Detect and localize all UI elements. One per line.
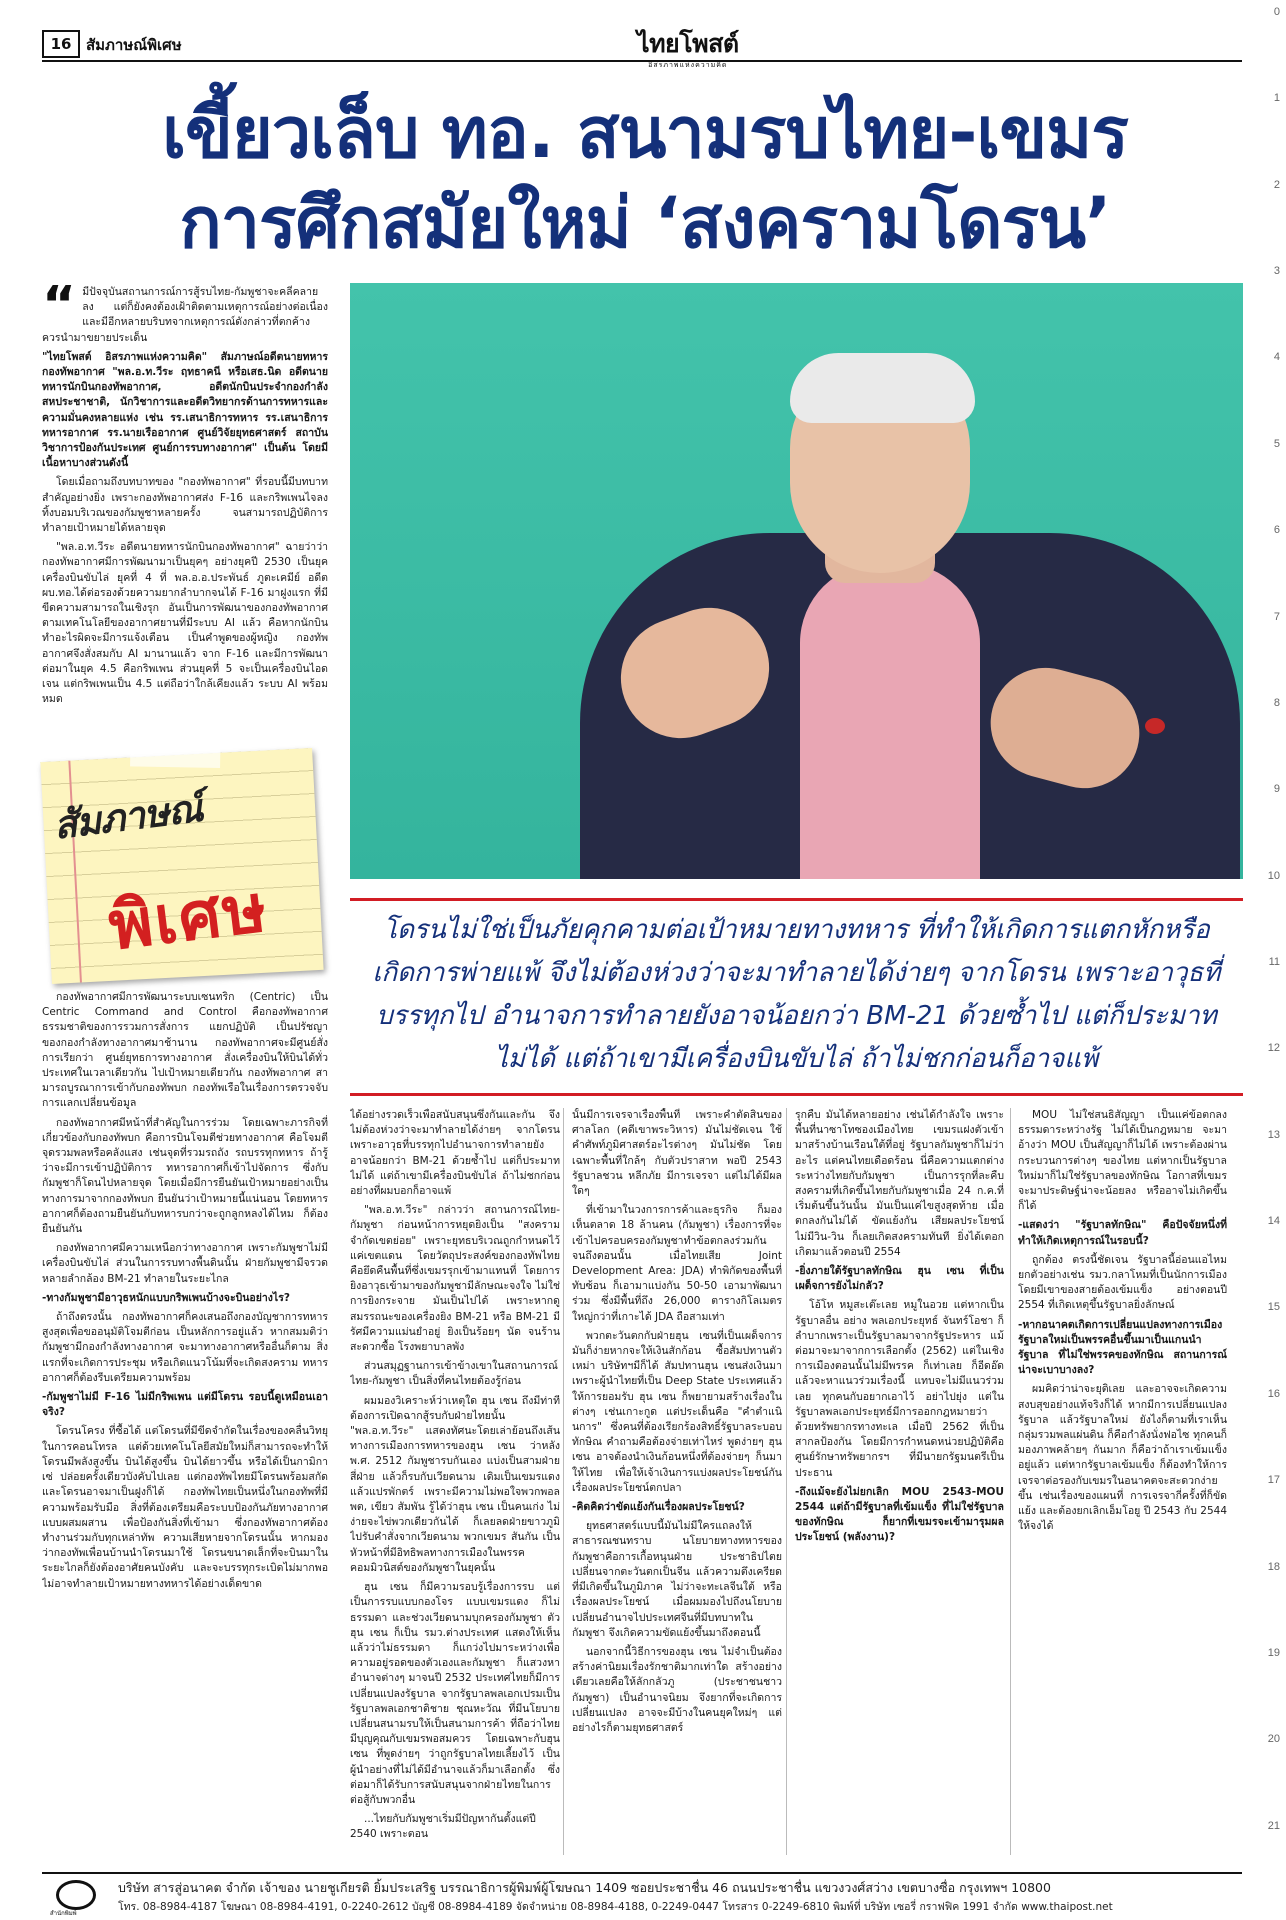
side-page-number: 8: [1273, 697, 1280, 709]
question-paragraph: -คิดคิดว่าขัดแย้งกันเรื่องผลประโยชน์?: [572, 1501, 745, 1514]
question-paragraph: -ทางกัมพูชามีอาวุธหนักแบบกริพเพนบ้างจะบินอย่างไร?: [42, 1291, 290, 1304]
side-page-number: 21: [1267, 1820, 1280, 1832]
side-page-number: 9: [1273, 783, 1280, 795]
headline-line-1: เขี้ยวเล็บ ทอ. สนามรบไทย-เขมร: [162, 92, 1128, 174]
note-tape: [130, 744, 220, 768]
pull-quote-text: โดรนไม่ใช่เป็นภัยคุกคามต่อเป้าหมายทางทหาร ที่ทำให้เกิดการแตกหักหรือเกิดการพ่ายแพ้ จึงไม่ต้องห่วงว่าจะมาทำลายได้ง่ายๆ จากโดรน เพราะอาวุธที่บรรทุกไป อำนาจการทำลายยังอาจน้อยกว่า BM-21 ด้วยซ้ำไป แต่ก็ประมาทไม่ได้ แต่ถ้าเขามีเครื่องบินขับไล่ ถ้าไม่ชกก่อนก็อาจแพ้: [372, 915, 1221, 1074]
quote-mark: “: [42, 285, 77, 335]
page-header: [42, 29, 1242, 69]
side-page-number: 7: [1273, 611, 1280, 623]
article-paragraph: พวกตะวันตกกับฝ่ายฮุน เซนที่เป็นเผด็จการ มันก็ง่ายหากจะให้เงินสักก้อน ซื้อสัมปทานตัวเหม่า บริษัทฯมีก็ได้ สัมปทานฮุน เซนส่งเงินมา เพราะผู้นำไทยที่เป็น Deep State ประเทศแล้วให้การยอมรับ ฮุน เซน ก็พยายามสร้างเรื่องในต่างๆ เช่นเกาะกูด แต่ประเด็นคือ "คำตำแนินการ" ซึ่งคนที่ต้องเรียกร้องสิทธิ์รัฐบาลระบอบทักษิณ คำถามคือต้องจ่ายเท่าไหร่ พูดง่ายๆ ฮุน เซน อาจต้องนำเงินก้อนหนึ่งที่ต้องจ่ายๆ ก็นมาให้ไทย เพื่อให้เจ้าเงินการแบ่งผลประโยชน์กันเรื่องผลประโยชน์ตกปลา: [572, 1329, 782, 1494]
publisher-logo-icon: [56, 1880, 96, 1910]
article-paragraph: ส่วนสมุฏฐานการเข้าข้างเขาในสถานการณ์ไทย-กัมพูชา เป็นสิ่งที่คนไทยต้องรู้ก่อน: [350, 1360, 558, 1388]
article-paragraph: นอกจากนี้วิธีการของฮุน เซน ไม่จำเป็นต้องสร้างค่านิยมเรื่องรักชาติมากเท่าใด สร้างอย่างเดียวเลยคือให้ลักกลัวภู (ประชาชนชาวกัมพูชา) เป็นอำนาจนิยม จึงยากที่จะเกิดการเปลี่ยนแปลง อาจจะมีบ้างในคนยุคใหม่ๆ แต่อย่างไรก็ตามยุทธศาสตร์: [572, 1645, 782, 1734]
side-page-number: 12: [1267, 1042, 1280, 1054]
photo-shirt: [800, 563, 980, 879]
interviewee-photo: [350, 283, 1243, 879]
pull-quote: [350, 898, 1243, 1096]
publisher-logo-label: สำนักพิมพ์: [50, 1910, 77, 1917]
question-paragraph: -ถึงแม้จะยังไม่ยกเลิก MOU 2543-MOU 2544 แต่ถ้ามีรัฐบาลที่เข้มแข็ง ที่ไม่ใช่รัฐบาลของทักษิณ ก็ยากที่เขมรจะเข้ามารุมผลประโยชน์ (พลังงาน)?: [795, 1485, 1004, 1544]
article-paragraph: โอ้โห หมูสะเต๊ะเลย หมูในอวย แต่หากเป็นรัฐบาลอื่น อย่าง พลเอกประยุทธ์ จันทร์โอชา ก็ลำบากเพราะเป็นรัฐบาลมาจากรัฐประหาร แม้ต่อมาจะมาจากการเลือกตั้ง (2562) แต่ในเชิงการเมืองตอนนั้นไม่มีพรรค ก็เท่าเลย ก็อีดอ๊ด แล้วจะหาแนวร่วมเรื่องนี้ แทบจะไม่มีแนวร่วมเลย ทุกคนกับอยากเอาไว้ อย่าไปยุ่ง แต่ในรัฐบาลพลเอกประยุทธ์มีการออกกฎหมายว่าด้วยทรัพยากรทางทะเล เมื่อปี 2562 ที่เป็นสากลป้องกัน โดยมีการกำหนดหน่วยปฏิบัติคือศูนย์รักษาทรัพยากรฯ ที่มีนายกรัฐมนตรีเป็นประธาน: [795, 1299, 1004, 1479]
intro-paragraph: "ไทยโพสต์ อิสรภาพแห่งความคิด" สัมภาษณ์อดีตนายทหารกองทัพอากาศ "พล.อ.ท.วีระ ฤทธาคนี หรือเสธ.นิด อดีตนายทหารนักบินกองทัพอากาศ, อดีตนักบินประจำกองกำลังสหประชาชาติ, นักวิชาการและอดีตวิทยากรด้านการทหารและความมั่นคงหลายแห่ง เช่น รร.เสนาธิการทหาร รร.เสนาธิการทหารอากาศ รร.นายเรืออากาศ ศูนย์วิจัยยุทธศาสตร์ สถาบันวิชาการป้องกันประเทศ ศูนย์การรบทางอากาศ" เป็นต้น โดยมีเนื้อหาบางส่วนดังนี้: [42, 350, 328, 470]
side-page-number: 5: [1273, 438, 1280, 450]
question-paragraph: -ยิ่งภายใต้รัฐบาลทักษิณ ฮุน เซน ที่เป็นเผด็จการยังไม่กลัว?: [795, 1265, 1004, 1293]
side-page-number: 6: [1273, 524, 1280, 536]
side-page-number: 2: [1273, 179, 1280, 191]
interview-sticky-note: [40, 748, 323, 984]
article-paragraph: นั้นมีการเจรจาเรื่องพื้นที่ เพราะคำตัดสินของศาลโลก (คดีเขาพระวิหาร) มันไม่ชัดเจน ใช้คำศัพท์ภูมิศาสตร์อะไรต่างๆ มันไม่ชัด โดยเฉพาะพื้นที่ใกล้ๆ กับตัวปราสาท พอปี 2543 รัฐบาลชวน หลีกภัย มีการเจรจา แต่ไม่ได้มีผลใดๆ: [572, 1109, 782, 1198]
article-paragraph: "พล.อ.ท.วีระ" กล่าวว่า สถานการณ์ไทย-กัมพูชา ก่อนหน้าการหยุดยิงเป็น "สงครามจำกัดเขตย่อย" เพราะยุทธบริเวณถูกกำหนดไว้แค่เขตแดน โดยวัตถุประสงค์ของกองทัพไทยคือยึดคืนพื้นที่ซึ่งเขมรรุกเข้ามาแทนที่ โดยการยิงอาวุธเข้ามาของกัมพูชามีลักษณะจงใจ ไม่ใช่การยิงกระจาย มันเป็นไปได้ เพราะหากดูสมรรถนะของเครื่องยิง BM-21 หรือ BM-21 มีรัศมีความแม่นยำอยู่ ยิงเป็นร้อยๆ นัด จนร้านสะดวกซื้อ โรงพยาบาลพัง: [350, 1204, 560, 1354]
article-paragraph: ...ไทยกับกัมพูชาเริ่มมีปัญหากันตั้งแต่ปี 2540 เพราะตอน: [350, 1813, 536, 1841]
side-page-number: 13: [1267, 1129, 1280, 1141]
question-paragraph: -หากอนาคตเกิดการเปลี่ยนแปลงทางการเมือง รัฐบาลใหม่เป็นพรรคอื่นขึ้นมาเป็นแกนนำรัฐบาล ที่ไม่ใช่พรรคของทักษิณ สถานการณ์น่าจะเบาบางลง?: [1018, 1318, 1227, 1377]
article-paragraph: ผมคิดว่าน่าจะยุติเลย และอาจจะเกิดความสงบสุขอย่างแท้จริงก็ได้ หากมีการเปลี่ยนแปลงรัฐบาล แล้วรัฐบาลใหม่ ยังไงก็ตามที่เราเห็นกลุ่มรวมพลแผ่นดิน ก็คือกำลังนั่งฟอไซ ทุกคนก็มองภาพคล้ายๆ กันมาก ก็คือว่าถ้าเราเข้มแข็งอยู่แล้ว แต่หากรัฐบาลเข้มแข็ง ก็ต้องทำให้การเจรจาต่อรองกับเขมรในอนาคตจะสะดวกง่ายขึ้น เช่นเรื่องของแผนที่ การเจรจากี่ครั้งที่ก็ขัดแย้ง และต้องยกเลิกเอ็มโอยู ปี 2543 กับ 2544 ให้จงได้: [1018, 1383, 1227, 1533]
article-column-4: [795, 1108, 1227, 1855]
intro-paragraph: มีปัจจุบันสถานการณ์การสู้รบไทย-กัมพูชาจะคลี่คลายลง แต่ก็ยังคงต้องเฝ้าติดตามเหตุการณ์อย่างต่อเนื่อง และมีอีกหลายบริบทจากเหตุการณ์ดังกล่าวที่ตกค้าง ควรนำมาขยายประเด็น: [42, 286, 328, 344]
lapel-flower-icon: [1145, 718, 1165, 734]
article-paragraph: MOU ไม่ใช่สนธิสัญญา เป็นแค่ข้อตกลงธรรมดาระหว่างรัฐ ไม่ได้เป็นกฎหมาย จะมาอ้างว่า MOU เป็นสัญญาก็ไม่ได้ เพราะต้องผ่านกระบวนการต่างๆ ของไทย แต่หากเป็นรัฐบาลใหม่มาก็ไม่ใช่รัฐบาลของทักษิณ โอกาสที่เขมรจะมาประดิษฐ์น่าจะน้อยลง หรืออาจไม่เกิดขึ้นก็ได้: [1018, 1109, 1227, 1213]
question-paragraph: -แสดงว่า "รัฐบาลทักษิณ" คือปัจจัยหนึ่งที่ทำให้เกิดเหตุการณ์ในรอบนี้?: [1018, 1219, 1227, 1247]
side-page-number: 10: [1267, 870, 1280, 882]
article-paragraph: กองทัพอากาศมีการพัฒนาระบบเซนทริก (Centric) เป็น Centric Command and Control คือกองทัพอากาศ ธรรมชาติของการรวมการสั่งการ แยกปฏิบัติ เป็นปรัชญาของกองกำลังทางอากาศมาช้านาน กองทัพอากาศจะมีศูนย์สั่งการเรียกว่า ศูนย์ยุทธการทางอากาศ สั่งเครื่องบินให้บินได้ทั่วประเทศในเวลาเดียวกัน ไปเป้าหมายเดียวกัน กองทัพอากาศ สามารถบูรณาการเข้ากับกองทัพบก กองทัพเรือในเรื่องการตรวจจับ การแลกเปลี่ยนข้อมูล: [42, 991, 328, 1110]
side-page-number: 1: [1273, 92, 1280, 104]
intro-paragraph: "พล.อ.ท.วีระ อดีตนายทหารนักบินกองทัพอากาศ" ฉายว่าว่า กองทัพอากาศมีการพัฒนามาเป็นยุคๆ อย่างยุคปี 2530 เป็นยุคเครื่องบินขับไล่ ยุคที่ 4 ที่ พล.อ.อ.ประพันธ์ ภูตะเคมีย์ อดีต ผบ.ทอ.ได้ต่อรองด้วยความยากลำบากจนได้ F-16 มาฝูงแรก ที่มีขีดความสามารถในเชิงรุก อันเป็นการพัฒนาของกองทัพอากาศตามเทคโนโลยีของอากาศยานที่มีระบบ AI แล้ว คือหากนักบินทำอะไรผิดจะมีการแจ้งเตือน เป็นคำพูดของผู้หญิง กองทัพอากาศจึงสั่งสมกับ AI มานานแล้ว จาก F-16 และมีการพัฒนาต่อมาในยุค 4.5 คือกริพเพน ส่วนยุคที่ 5 จะเป็นเครื่องบินไอดเจน แต่กริพเพนเป็น 4.5 แต่ถือว่าใกล้เคียงแล้ว ระบบ AI พร้อมหมด: [42, 541, 328, 706]
page-number: 16: [42, 30, 80, 58]
article-paragraph: กองทัพอากาศมีหน้าที่สำคัญในการร่วม โดยเฉพาะภารกิจที่เกี่ยวข้องกับกองทัพบก คือการบินโจมตีช่วยทางอากาศ คือโจมตีจุดรวมพลหรือคลังแสง เช่นจุดที่รวมรถถัง รถบรรทุกทหาร ถ้ารู้ว่าจะมีการเข้าปฏิบัติการ ทหารอากาศก็เข้าไปจัดการ ซึ่งกับกัมพูชาก็โดนไปหลายจุด โดยเมื่อมีการยืนยันเป้าหมายอย่างเป็นทางการมาจากกองทัพบก ยืนยันว่าเป้าหมายนี้แน่นอน โดยทหารอากาศก็ต้องถามยืนยันกับทหารบกว่าจะถูกลูกหลงได้ไหม ก็ต้องยืนยันกัน: [42, 1116, 328, 1236]
article-paragraph: โดรนโครง ที่ซื้อได้ แต่โดรนที่มีขีดจำกัดในเรื่องของคลื่นวิทยุในการคอนโทรล แต่ด้วยเทคโนโลยีสมัยใหม่ก็สามารถจะทำให้โดรนมีพลังสูงขึ้น บินได้สูงขึ้น บินได้ยาวขึ้น หรือได้เป็นกามิกาเซ่ ปล่อยครั้งเดียวบังคับไปเลย แต่กองทัพไทยมีโดรนพร้อมสกัด และโดรนอาจมาเป็นฝูงก็ได้ กองทัพไทยเป็นหนึ่งในกองทัพที่มีความพร้อมรับมือ สิ่งที่ต้องเตรียมคือระบบป้องกันภัยทางอากาศแบบผสมผสาน เพื่อป้องกันสิ่งที่เข้ามา ซึ่งกองทัพอากาศต้องทำงานร่วมกับทุกเหล่าทัพ ความเสียหายจากโดรนนั้น หากมองว่ากองทัพเพื่อนบ้านนำโดรนมาใช้ โดรนขนาดเล็กที่จะบินมาในระยะไกลก็ยังต้องอาศัยคนบังคับ และจะบรรทุกระเบิดไม่มากพอ ไม่อาจทำลายเป้าหมายทางทหารได้อย่างเด็ดขาด: [42, 1425, 328, 1590]
side-page-number: 3: [1273, 265, 1280, 277]
side-page-number: 15: [1267, 1301, 1280, 1313]
side-page-number: 4: [1273, 351, 1280, 363]
section-title: สัมภาษณ์พิเศษ: [86, 36, 182, 54]
note-emphasis: พิเศษ: [104, 869, 273, 966]
article-paragraph: รุกคืบ มันได้หลายอย่าง เช่นได้กำลังใจ เพราะพื้นที่นาซาโทซองเมืองไทย เขมรแฝงตัวเข้ามาสร้างบ้านเรือนใต้ที่อยู่ รัฐบาลกัมพูชาก็ไม่ว่าอะไร แต่คนไทยเดือดร้อน นี่คือความแตกต่างระหว่างไทยกับกัมพูชา เป็นการรุกที่ละคืบ สงครามที่เกิดขึ้นไทยกับกัมพูชาเมื่อ 24 ก.ค.ที่เริ่มต้นขึ้นวันนั้น มันเป็นแค่ไขสูงสุดท้าย เมื่อตกลงกันไม่ได้ ขัดแย้งกัน เสียผลประโยชน์ ไม่มีวิน-วิน ก็เลยเกิดสงครามทันที ยิ่งได้เตอกเกิดมาแล้วตอนปี 2554: [795, 1109, 1004, 1258]
article-column-3: [572, 1108, 782, 1855]
column-rule: [563, 1108, 564, 1855]
article-column-2: [350, 1108, 560, 1855]
masthead-title: ไทยโพสต์: [637, 29, 739, 58]
article-paragraph: ได้อย่างรวดเร็วเพื่อสนับสนุนซึ่งกันและกัน จึงไม่ต้องห่วงว่าจะมาทำลายได้ง่ายๆ จากโดรน เพราะอาวุธที่บรรทุกไปอำนาจการทำลายยังอาจน้อยกว่า BM-21 ด้วยซ้ำไป แต่ก็ประมาทไม่ได้ แต่ถ้าเขามีเครื่องบินขับไล่ ถ้าไม่ชกก่อน อย่างที่ผมบอกก็อาจแพ้: [350, 1109, 560, 1198]
newspaper-masthead: [637, 24, 739, 71]
intro-paragraph: โดยเมื่อถามถึงบทบาทของ "กองทัพอากาศ" ที่รอบนี้มีบทบาทสำคัญอย่างยิ่ง เพราะกองทัพอากาศส่ง F-16 และกริพเพนไจลงทิ้งบอมบริเวณของกัมพูชาหลายครั้ง จนสามารถปฏิบัติการทำลายเป้าหมายได้หลายจุด: [42, 476, 328, 535]
side-page-number: 16: [1267, 1388, 1280, 1400]
footer-publisher-info: บริษัท สารสู่อนาคต จำกัด เจ้าของ นายชูเกียรติ ยิ้มประเสริฐ บรรณาธิการผู้พิมพ์ผู้โฆษณา 1409 ซอยประชาชื่น 46 ถนนประชาชื่น แขวงวงศ์สว่าง เขตบางซื่อ กรุงเทพฯ 10800: [118, 1880, 1051, 1895]
note-title: สัมภาษณ์: [51, 785, 205, 848]
side-page-number: 14: [1267, 1215, 1280, 1227]
article-paragraph: ผมมองวิเคราะห์ว่าเหตุใด ฮุน เซน ถึงมีท่าทีต้องการเปิดฉากสู้รบกับฝ่ายไทยนั้น "พล.อ.ท.วีระ" แสดงทัศนะโดยเล่าย้อนถึงเส้นทางการเมืองการทหารของฮุน เซน ว่าหลัง พ.ศ. 2512 กัมพูชารบกันเอง แบ่งเป็นสามฝ่ายสี่ฝ่าย แล้วก็รบกับเวียดนาม เดิมเป็นเขมรแดงแล้วแปรพักตร์ เพราะมีความไม่พอใจพวกพอล พต, เขียว สัมพัน รู้ได้ว่าฮุน เซน เป็นคนเก่ง ไม่ง่ายจะไข่พวกเดียวกันได้ ก็เลยลดฝ่ายขาวภูมิ ไปรับคำสั่งจากเวียดนาม พวกเขมร สันกัน เป็นหัวหน้าที่มีอิทธิพลทางการเมืองในพรรคคอมมิวนิสต์ของกัมพูชาในยุคนั้น: [350, 1394, 560, 1574]
photo-hair: [790, 353, 975, 423]
side-page-number: 17: [1267, 1474, 1280, 1486]
article-paragraph: ยุทธศาสตร์แบบนี้มันไม่มีใครแถลงให้สาธารณชนทราบ นโยบายทางทหารของกัมพูชาคือการเกื้อหนุนฝ่าย ประชาธิปไตย เปลี่ยนจากตะวันตกเป็นจีน แล้วความตึงเครียดที่มีเกิดขึ้นในภูมิภาค ไม่ว่าจะทะเลจีนใต้ หรือเรื่องผลประโยชน์ เมื่อผมมองไปถึงนโยบายเปลี่ยนอำนาจไปประเทศจีนที่มีบทบาทในกัมพูชา จึงเกิดความขัดแย้งขึ้นมาถึงตอนนี้: [572, 1520, 782, 1639]
column-rule: [786, 1108, 787, 1855]
article-paragraph: ถ้าถึงตรงนั้น กองทัพอากาศก็คงเสนอถึงกองบัญชาการทหารสูงสุดเพื่อขออนุมัติโจมตีก่อน เป็นหลักการอยู่แล้ว หากสมมติว่ากัมพูชามีกองกำลังทางอากาศ จะมาทางอากาศหรืออื่นก็ตาม สิ่งแรกที่จะเกิดการประชุม หรือเกิดแนวโน้มที่จะเกิดสงคราม ทหารอากาศก็ต้องรีบเตรียมความพร้อม: [42, 1311, 328, 1384]
side-page-number: 18: [1267, 1561, 1280, 1573]
side-page-number: 19: [1267, 1647, 1280, 1659]
page-number-strip: [1256, 0, 1286, 1920]
question-paragraph: -กัมพูชาไม่มี F-16 ไม่มีกริพเพน แต่มีโดรน รอบนี้ดูเหมือนเอาจริง?: [42, 1391, 328, 1419]
intro-column: [42, 285, 328, 765]
article-paragraph: ถูกต้อง ตรงนี้ชัดเจน รัฐบาลนี้อ่อนแอไหม ยกตัวอย่างเช่น รมว.กลาโหมที่เป็นนักการเมือง โดยมีเขาของสายต้องเข้มแข็ง อย่างตอนปี 2554 ที่เกิดเหตุขึ้นรัฐบาลยิ่งลักษณ์: [1018, 1253, 1227, 1312]
side-page-number: 0: [1273, 6, 1280, 18]
article-paragraph: ฮุน เซน ก็มีความรอบรู้เรื่องการรบ แต่เป็นการรบแบบกองโจร แบบเขมรแดง ก็ไม่ธรรมดา และช่วงเวียดนามบุกครองกัมพูชา ตัวฮุน เซน ก็เป็น รมว.ต่างประเทศ แสดงให้เห็นแล้วว่าไม่ธรรมดา ก็แกว่งไปมาระหว่างเพื่อความอยู่รอดของตัวเองและกัมพูชา ก็แสวงหาอำนาจต่างๆ มาจนปี 2532 ประเทศไทยก็มีการเปลี่ยนแปลงรัฐบาล จากรัฐบาลพลเอกเปรมเป็นรัฐบาลพลเอกชาติชาย ชุณหะวัณ ที่มีนโยบายเปลี่ยนสนามรบให้เป็นสนามการค้า ที่ถือว่าไทยมีบุญคุณกับเขมรพอสมควร โดยเฉพาะกับฮุน เซน ที่พูดง่ายๆ ว่าถูกรัฐบาลไทยเลี้ยงไว้ เป็นผู้นำอย่างที่ไม่ได้มีอำนาจแล้วก็มาเลือกตั้ง ซึ่งต่อมาก็ได้รับการสนับสนุนจากฝ่ายไทยในการต่อสู้กับพวกอื่น: [350, 1581, 560, 1806]
headline-line-2: การศึกสมัยใหม่ ‘สงครามโดรน’: [179, 182, 1111, 264]
article-paragraph: ที่เข้ามาในวงการการค้าและธุรกิจ ก็มองเห็นตลาด 18 ล้านคน (กัมพูชา) เรื่องการที่จะเข้าไปครอบครองกัมพูชาทำข้อตกลงร่วมกัน จนถึงตอนนั้น เมื่อไทยเสีย Joint Development Area: JDA) ทำพิกัดของพื้นที่ทับซ้อน ก็เอามาแบ่งกัน 50-50 เอามาพัฒนาร่วม ซึ่งมีพื้นที่ถึง 26,000 ตารางกิโลเมตร ใหญ่กว่าที่เกาะได้ JDA ถือสามเท่า: [572, 1204, 782, 1323]
side-page-number: 11: [1268, 956, 1280, 968]
page-footer: [42, 1872, 1242, 1920]
side-page-number: 20: [1267, 1733, 1280, 1745]
article-column-1: [42, 990, 328, 1855]
masthead-subtitle: อิสรภาพแห่งความคิด: [648, 61, 728, 69]
article-paragraph: กองทัพอากาศมีความเหนือกว่าทางอากาศ เพราะกัมพูชาไม่มีเครื่องบินขับไล่ ส่วนในการรบทางพื้นดินนั้น ฝ่ายกัมพูชามีจรวดหลายลำกล้อง BM-21 ทำลายในระยะไกล: [42, 1242, 328, 1285]
footer-contact-info: โทร. 08-8984-4187 โฆษณา 08-8984-4191, 0-2240-2612 บัญชี 08-8984-4189 จัดจำหน่าย 08-8984-4188, 0-2249-0447 โทรสาร 0-2249-6810 พิมพ์ที่ บริษัท เซอรี่ กราฟฟิค 1991 จำกัด www.thaipost.net: [118, 1901, 1113, 1913]
